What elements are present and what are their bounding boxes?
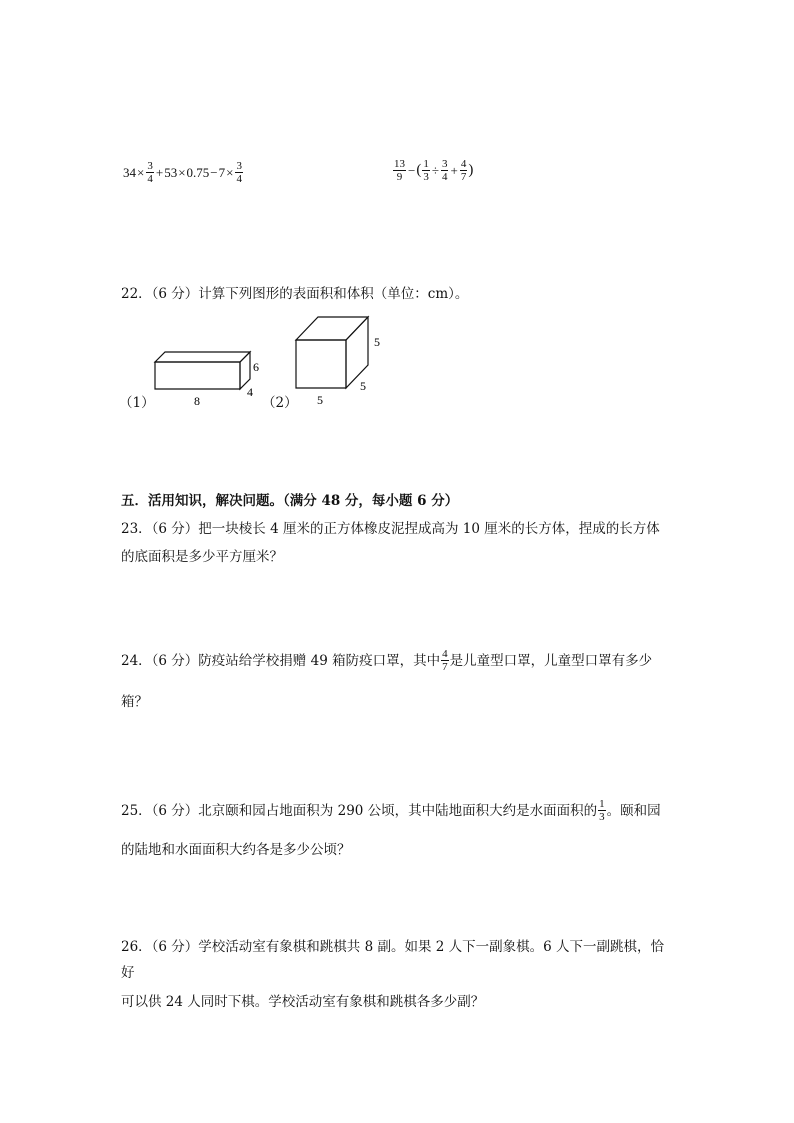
expr2-f2-num: 1	[423, 158, 429, 170]
q26-line2: 好	[121, 965, 135, 981]
cuboid-length-label: 8	[194, 394, 200, 408]
q24-frac-den: 7	[442, 661, 448, 673]
q24-fraction	[441, 648, 449, 673]
section-5-title: 五．活用知识，解决问题。（满分 48 分，每小题 6 分）	[121, 493, 459, 509]
q24-frac-num: 4	[442, 648, 448, 660]
expr1-a: 34	[123, 164, 136, 180]
fig1-label: （1）	[119, 395, 155, 411]
expr1-f1-num: 3	[147, 160, 153, 172]
expr1-f2-num: 3	[236, 160, 242, 172]
expr2-fraction4	[460, 158, 468, 183]
cuboid-height-label: 6	[253, 360, 259, 374]
expr1-f2-den: 4	[236, 173, 242, 185]
expr2-fraction1	[393, 158, 406, 183]
cube-side-face	[346, 317, 368, 388]
cube-height-label: 5	[374, 335, 380, 349]
expr1-minus: −	[210, 164, 218, 180]
expression-2	[392, 158, 473, 183]
q23-line2: 的底面积是多少平方厘米？	[121, 549, 283, 565]
expr2-minus: −	[408, 162, 416, 178]
expr1-fraction2	[235, 160, 243, 185]
q25-fraction	[598, 798, 606, 823]
cuboid-top-face	[155, 352, 250, 362]
expr1-fraction1	[146, 160, 154, 185]
cube-front-face	[296, 340, 346, 388]
expr2-f2-den: 3	[423, 171, 429, 183]
cuboid-figure	[150, 348, 265, 408]
cuboid-side-face	[240, 352, 250, 389]
expression-1	[123, 160, 244, 185]
cuboid-width-label: 4	[247, 385, 253, 399]
expr2-f4-den: 7	[460, 171, 467, 183]
expr2-rparen: )	[468, 162, 474, 178]
q25-line1-post: 。颐和园	[606, 802, 661, 819]
expr2-f3-den: 4	[441, 171, 448, 183]
expr2-div: ÷	[431, 162, 439, 178]
expr2-f1-den: 9	[396, 171, 403, 183]
expr1-c: 0.75	[186, 164, 210, 180]
q25-line1-pre: 25．（6 分）北京颐和园占地面积为 290 公顷，其中陆地面积大约是水面面积的	[121, 802, 598, 819]
expr2-f4-num: 4	[460, 158, 467, 170]
expr2-fraction2	[422, 158, 430, 183]
expr2-fraction3	[441, 158, 449, 183]
cube-width-label: 5	[317, 393, 323, 407]
q24-line1-pre: 24．（6 分）防疫站给学校捐赠 49 箱防疫口罩，其中	[121, 652, 441, 669]
q24-line2: 箱？	[121, 694, 148, 710]
expr2-lparen: (	[416, 162, 422, 178]
cuboid-front-face	[155, 362, 240, 389]
expr1-times1: ×	[137, 164, 145, 180]
expr1-f1-den: 4	[147, 173, 153, 185]
q25-frac-num: 1	[599, 798, 605, 810]
q25-frac-den: 3	[599, 811, 605, 823]
expr2-f3-num: 3	[441, 158, 448, 170]
q25-line1	[121, 798, 661, 823]
q25-line2: 的陆地和水面面积大约各是多少公顷？	[121, 842, 351, 858]
expr1-plus: +	[155, 164, 164, 180]
q24-line1-post: 是儿童型口罩，儿童型口罩有多少	[449, 652, 653, 669]
q24-line1	[121, 648, 652, 673]
cube-figure	[290, 312, 385, 412]
cube-depth-label: 5	[360, 379, 366, 393]
q22-text: 22．（6 分）计算下列图形的表面积和体积（单位：cm）。	[121, 286, 469, 302]
q26-line1: 26．（6 分）学校活动室有象棋和跳棋共 8 副。如果 2 人下一副象棋。6 人下一副跳棋，恰	[121, 939, 665, 955]
fig2-label: （2）	[262, 395, 298, 411]
q23-line1: 23．（6 分）把一块棱长 4 厘米的正方体橡皮泥捏成高为 10 厘米的长方体，捏成的长方体	[121, 521, 660, 537]
expr2-plus: +	[450, 162, 458, 178]
q26-line3: 可以供 24 人同时下棋。学校活动室有象棋和跳棋各多少副？	[121, 994, 485, 1010]
expr1-d: 7	[218, 164, 226, 180]
expr1-times2: ×	[178, 164, 186, 180]
expr1-times3: ×	[226, 164, 234, 180]
expr2-f1-num: 13	[394, 158, 405, 170]
expr1-b: 53	[164, 164, 178, 180]
